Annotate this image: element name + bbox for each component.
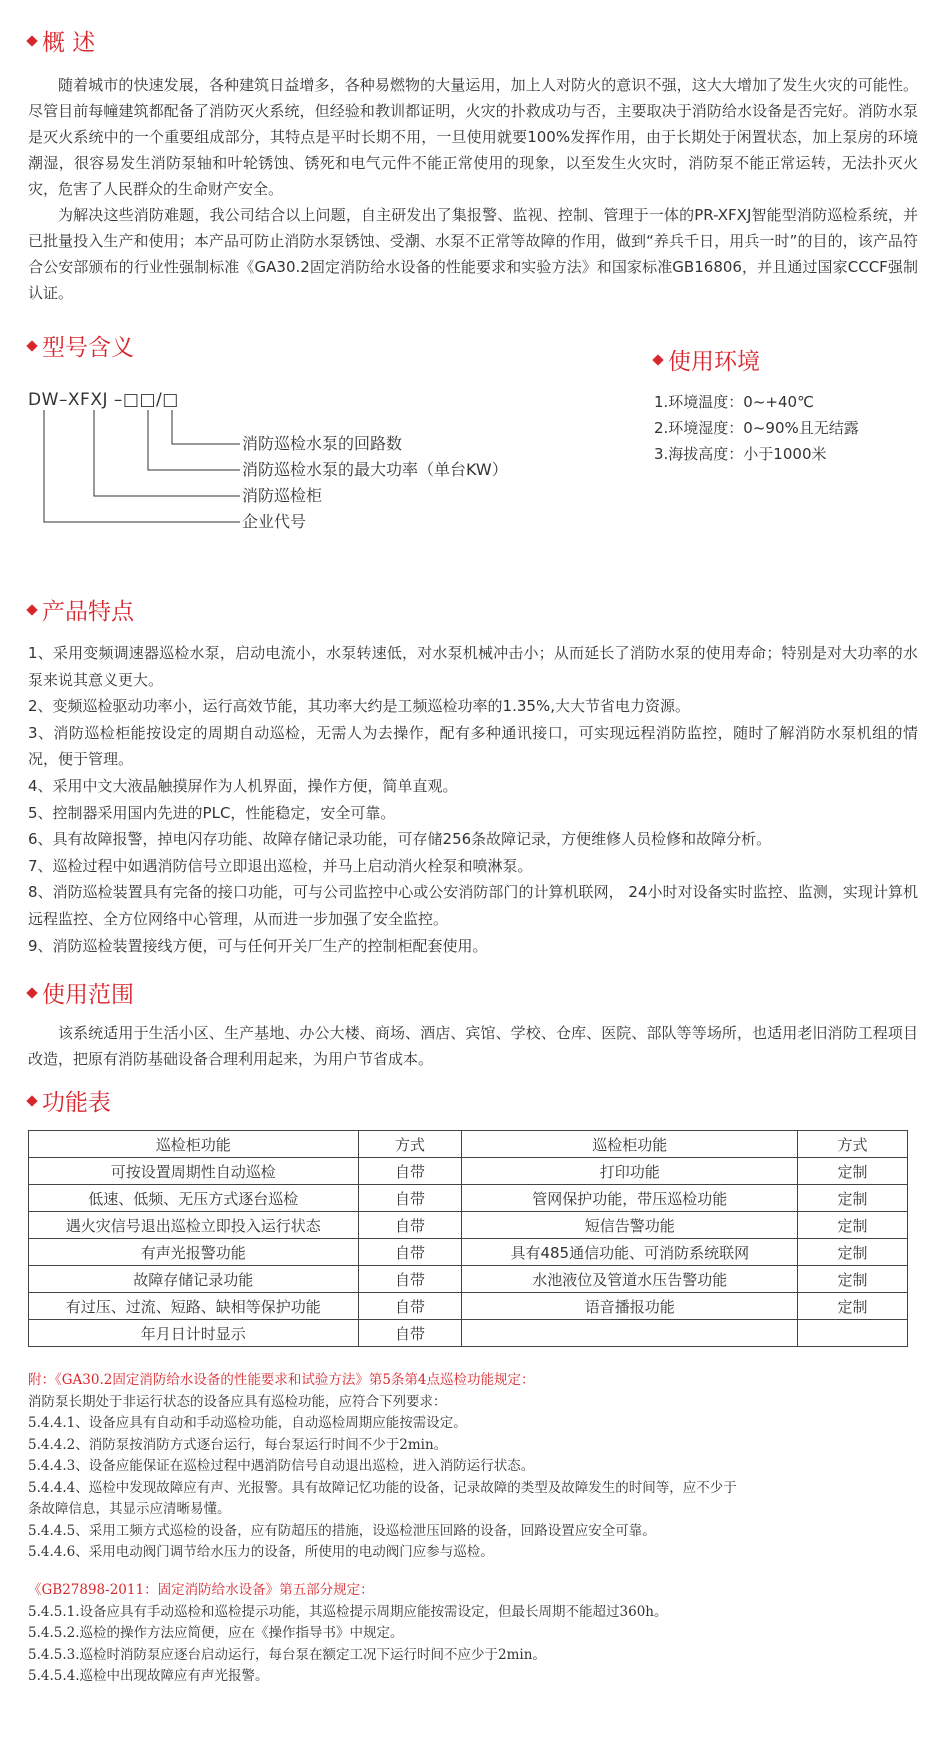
connector-line-cabinet (94, 410, 240, 496)
table-cell: 有声光报警功能 (29, 1239, 359, 1266)
note-line: 5.4.4.3、设备应能保证在巡检过程中遇消防信号自动退出巡检，进入消防运行状态。 (28, 1458, 535, 1474)
notes-gb (28, 1580, 928, 1688)
table-cell: 自带 (358, 1212, 462, 1239)
table-cell: 定制 (798, 1158, 908, 1185)
environment-item-temperature: 1.环境温度：0~+40℃ (654, 393, 814, 411)
overview-paragraph-2: 为解决这些消防难题，我公司结合以上问题，自主研发出了集报警、监视、控制、管理于一体的PR-XFXJ智能型消防巡检系统，并已批量投入生产和使用；本产品可防止消防水泵锈蚀、受潮、水泵不正常等故障的作用，做到“养兵千日，用兵一时”的目的，该产品符合公安部颁布的行业性强制标准《GA30.2固定消防给水设备的性能要求和实验方法》和国家标准GB16806，并且通过国家CCCF强制认证。 (28, 206, 918, 302)
overview-title: 概 述 (42, 30, 96, 56)
feature-item: 1、采用变频调速器巡检水泵，启动电流小，水泵转速低，对水泵机械冲击小；从而延长了消防水泵的使用寿命；特别是对大功率的水泵来说其意义更大。 (28, 644, 918, 689)
notes-ga (28, 1370, 928, 1564)
model-label-company: 企业代号 (242, 512, 307, 531)
scope-paragraph: 该系统适用于生活小区、生产基地、办公大楼、商场、酒店、宾馆、学校、仓库、医院、部队等等场所，也适用老旧消防工程项目改造，把原有消防基础设备合理利用起来，为用户节省成本。 (28, 1024, 918, 1068)
diamond-bullet-icon (26, 604, 37, 615)
note-line: 条故障信息，其显示应清晰易懂。 (28, 1501, 231, 1517)
table-cell: 故障存储记录功能 (29, 1266, 359, 1293)
connector-line-circuits (172, 410, 240, 444)
table-cell: 定制 (798, 1239, 908, 1266)
feature-item: 7、巡检过程中如遇消防信号立即退出巡检，并马上启动消火栓泵和喷淋泵。 (28, 856, 533, 875)
feature-item: 8、消防巡检装置具有完备的接口功能，可与公司监控中心或公安消防部门的计算机联网， 24小时对设备实时监控、监测，实现计算机远程监控、全方位网络中心管理，从而进一步加强了安全监控。 (28, 883, 918, 928)
diamond-bullet-icon (26, 987, 37, 998)
table-cell: 自带 (358, 1185, 462, 1212)
table-cell: 自带 (358, 1239, 462, 1266)
model-title: 型号含义 (42, 335, 134, 361)
scope-title: 使用范围 (42, 982, 134, 1008)
table-row (29, 1293, 908, 1320)
section-title-environment (654, 347, 760, 377)
note-line: 5.4.5.3.巡检时消防泵应逐台启动运行，每台泵在额定工况下运行时间不应少于2min。 (28, 1646, 546, 1663)
table-cell (798, 1320, 908, 1347)
section-title-features (28, 597, 134, 627)
scope-text (28, 1020, 918, 1072)
table-cell: 定制 (798, 1185, 908, 1212)
table-header-cell: 方式 (798, 1131, 908, 1158)
note-line: 5.4.4.2、消防泵按消防方式逐台运行，每台泵运行时间不少于2min。 (28, 1436, 448, 1453)
model-label-cabinet: 消防巡检柜 (242, 486, 323, 505)
table-cell: 语音播报功能 (462, 1293, 798, 1320)
table-row (29, 1239, 908, 1266)
feature-item: 6、具有故障报警，掉电闪存功能、故障存储记录功能，可存储256条故障记录，方便维修人员检修和故障分析。 (28, 830, 772, 849)
table-cell (462, 1320, 798, 1347)
note-line: 5.4.4.6、采用电动阀门调节给水压力的设备，所使用的电动阀门应参与巡检。 (28, 1544, 494, 1560)
table-cell: 可按设置周期性自动巡检 (29, 1158, 359, 1185)
features-title: 产品特点 (42, 599, 134, 625)
table-cell: 有过压、过流、短路、缺相等保护功能 (29, 1293, 359, 1320)
note-line: 5.4.5.4.巡检中出现故障应有声光报警。 (28, 1668, 269, 1684)
table-cell: 自带 (358, 1320, 462, 1347)
notes-gb-title: 《GB27898-2011：固定消防给水设备》第五部分规定： (28, 1582, 374, 1598)
model-label-circuits: 消防巡检水泵的回路数 (242, 434, 403, 453)
overview-paragraph-1: 随着城市的快速发展，各种建筑日益增多，各种易燃物的大量运用，加上人对防火的意识不强，这大大增加了发生火灾的可能性。尽管目前每幢建筑都配备了消防灭火系统，但经验和教训都证明，火灾的扑救成功与否，主要取决于消防给水设备是否完好。消防水泵是灭火系统中的一个重要组成部分，其特点是平时长期不用，一旦使用就要100%发挥作用，由于长期处于闲置状态，加上泵房的环境潮湿，很容易发生消防泵轴和叶轮锈蚀、锈死和电气元件不能正常使用的现象，以至发生火灾时，消防泵不能正常运转，无法扑灭火灾，危害了人民群众的生命财产安全。 (28, 76, 918, 198)
table-cell: 自带 (358, 1293, 462, 1320)
model-code: DW–XFXJ –□□/□ (28, 390, 179, 410)
table-header-cell: 方式 (358, 1131, 462, 1158)
feature-item: 3、消防巡检柜能按设定的周期自动巡检，无需人为去操作，配有多种通讯接口，可实现远程消防监控，随时了解消防水泵机组的情况，便于管理。 (28, 723, 918, 769)
table-cell: 定制 (798, 1293, 908, 1320)
table-cell: 年月日计时显示 (29, 1320, 359, 1347)
section-title-function-table (28, 1088, 111, 1118)
table-cell: 定制 (798, 1212, 908, 1239)
note-line: 5.4.4.5、采用工频方式巡检的设备，应有防超压的措施，设巡检泄压回路的设备，回路设置应安全可靠。 (28, 1522, 656, 1539)
table-header-row (29, 1131, 908, 1158)
note-line: 5.4.4.4、巡检中发现故障应有声、光报警。具有故障记忆功能的设备，记录故障的类型及故障发生的时间等，应不少于 (28, 1479, 737, 1496)
table-cell: 水池液位及管道水压告警功能 (462, 1266, 798, 1293)
note-line: 消防泵长期处于非运行状态的设备应具有巡检功能，应符合下列要求： (28, 1393, 447, 1410)
table-cell: 遇火灾信号退出巡检立即投入运行状态 (29, 1212, 359, 1239)
table-cell: 低速、低频、无压方式逐台巡检 (29, 1185, 359, 1212)
table-cell: 定制 (798, 1266, 908, 1293)
feature-item: 4、采用中文大液晶触摸屏作为人机界面，操作方便，简单直观。 (28, 776, 458, 795)
feature-item: 9、消防巡检装置接线方便，可与任何开关厂生产的控制柜配套使用。 (28, 936, 488, 955)
feature-item: 5、控制器采用国内先进的PLC，性能稳定，安全可靠。 (28, 803, 396, 822)
table-cell: 短信告警功能 (462, 1212, 798, 1239)
table-row (29, 1320, 908, 1347)
table-cell: 管网保护功能，带压巡检功能 (462, 1185, 798, 1212)
function-table (28, 1130, 908, 1347)
notes-ga-title: 附：《GA30.2固定消防给水设备的性能要求和试验方法》第5条第4点巡检功能规定： (28, 1372, 535, 1388)
connector-line-power (148, 410, 240, 470)
environment-title: 使用环境 (668, 349, 760, 375)
table-cell: 具有485通信功能、可消防系统联网 (462, 1239, 798, 1266)
table-cell: 打印功能 (462, 1158, 798, 1185)
table-row (29, 1266, 908, 1293)
table-cell: 自带 (358, 1158, 462, 1185)
function-table-title: 功能表 (42, 1090, 111, 1116)
table-header-cell: 巡检柜功能 (29, 1131, 359, 1158)
note-line: 5.4.5.1.设备应具有手动巡检和巡检提示功能，其巡检提示周期应能按需设定，但最长周期不能超过360h。 (28, 1603, 668, 1620)
table-cell: 自带 (358, 1266, 462, 1293)
section-title-scope (28, 980, 134, 1010)
table-row (29, 1185, 908, 1212)
environment-item-humidity: 2.环境湿度：0~90%且无结露 (654, 419, 859, 437)
feature-item: 2、变频巡检驱动功率小，运行高效节能，其功率大约是工频巡检功率的1.35%,大大节省电力资源。 (28, 697, 690, 716)
model-label-power: 消防巡检水泵的最大功率（单台KW） (242, 460, 508, 479)
features-list (28, 640, 918, 959)
note-line: 5.4.5.2.巡检的操作方法应简便，应在《操作指导书》中规定。 (28, 1625, 404, 1641)
environment-item-altitude: 3.海拔高度：小于1000米 (654, 445, 827, 463)
table-row (29, 1158, 908, 1185)
connector-line-company (44, 410, 240, 522)
diamond-bullet-icon (652, 354, 663, 365)
table-row (29, 1212, 908, 1239)
diamond-bullet-icon (26, 1095, 37, 1106)
note-line: 5.4.4.1、设备应具有自动和手动巡检功能，自动巡检周期应能按需设定。 (28, 1415, 467, 1431)
table-header-cell: 巡检柜功能 (462, 1131, 798, 1158)
